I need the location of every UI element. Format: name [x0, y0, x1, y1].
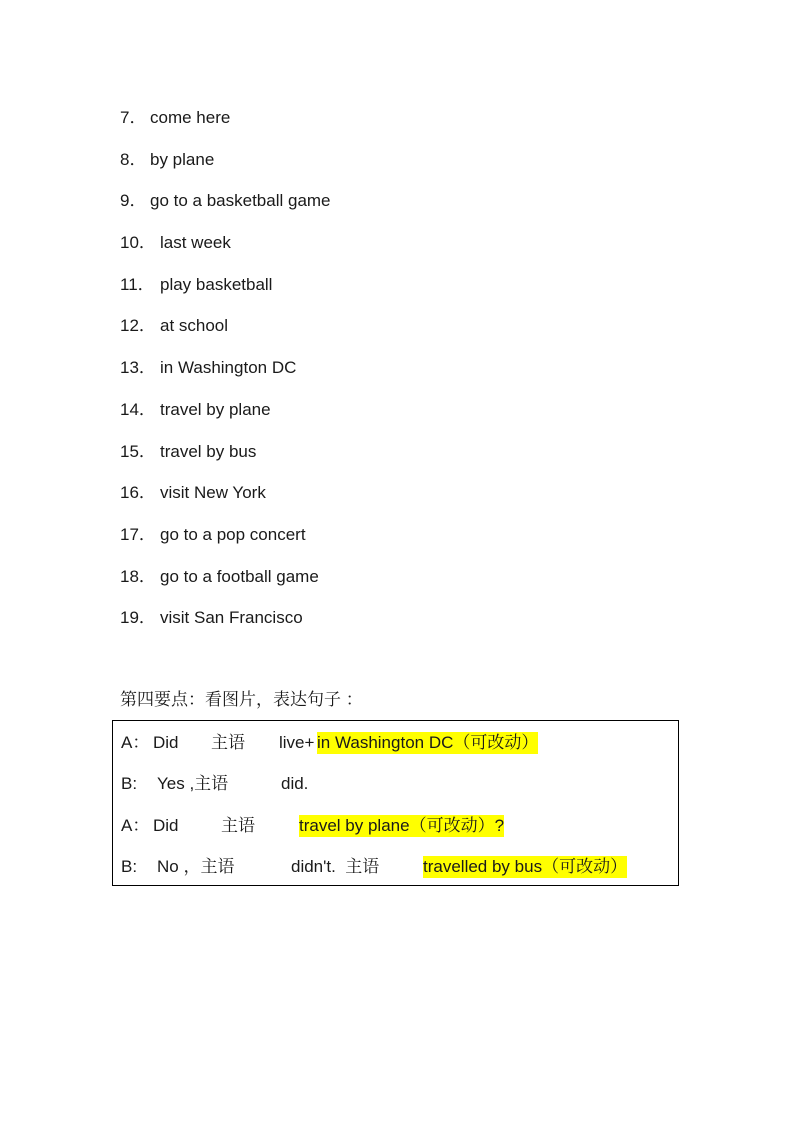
item-number: 10．	[120, 233, 156, 253]
highlighted-phrase: travelled by bus（可改动）	[423, 857, 628, 876]
list-item	[120, 189, 331, 231]
item-number: 8．	[120, 149, 147, 169]
verb-word: live+	[279, 733, 315, 752]
item-text: go to a pop concert	[160, 524, 306, 544]
dialog-line-1	[121, 732, 671, 754]
item-number: 11．	[120, 274, 155, 294]
list-item	[120, 606, 331, 648]
item-number: 9．	[120, 191, 147, 211]
answer-word: No ，主语	[157, 857, 235, 876]
did-word: did.	[281, 774, 309, 793]
list-item	[120, 231, 331, 273]
list-item	[120, 440, 331, 482]
list-item	[120, 273, 331, 315]
list-item	[120, 523, 331, 565]
subject-word: 主语	[211, 733, 245, 752]
item-text: in Washington DC	[160, 358, 297, 378]
dialog-line-2	[121, 773, 671, 795]
item-number: 17．	[120, 524, 156, 544]
phrase-list	[120, 106, 331, 648]
speaker-label: A：	[121, 733, 150, 752]
did-word: Did	[153, 733, 179, 752]
item-text: play basketball	[160, 274, 273, 294]
item-number: 16．	[120, 483, 156, 503]
list-item	[120, 481, 331, 523]
highlighted-phrase: in Washington DC（可改动）	[317, 733, 539, 752]
item-number: 14．	[120, 399, 156, 419]
item-number: 15．	[120, 441, 156, 461]
item-text: last week	[160, 233, 231, 253]
dialog-line-3	[121, 815, 671, 837]
highlighted-phrase: travel by plane（可改动）?	[299, 816, 505, 835]
item-number: 13．	[120, 358, 156, 378]
item-number: 12．	[120, 316, 156, 336]
didnt-word: didn't. 主语	[291, 857, 380, 876]
item-number: 19．	[120, 608, 156, 628]
section-heading: 第四要点：看图片，表达句子 ：	[120, 690, 363, 709]
item-text: travel by bus	[160, 441, 257, 461]
list-item	[120, 356, 331, 398]
item-text: at school	[160, 316, 229, 336]
list-item	[120, 148, 331, 190]
item-text: by plane	[150, 149, 215, 169]
item-text: visit San Francisco	[160, 608, 303, 628]
speaker-label: B:	[121, 857, 138, 876]
speaker-label: B:	[121, 774, 138, 793]
did-word: Did	[153, 816, 179, 835]
list-item	[120, 314, 331, 356]
item-number: 7．	[120, 108, 147, 127]
item-text: visit New York	[160, 483, 266, 503]
list-item	[120, 106, 331, 148]
list-item	[120, 565, 331, 607]
dialog-line-4	[121, 856, 671, 878]
item-text: go to a football game	[160, 566, 319, 586]
item-text: go to a basketball game	[150, 191, 331, 211]
answer-word: Yes ,主语	[157, 774, 229, 793]
subject-word: 主语	[221, 816, 255, 835]
item-text: come here	[150, 108, 231, 127]
item-number: 18．	[120, 566, 156, 586]
list-item	[120, 398, 331, 440]
speaker-label: A：	[121, 816, 150, 835]
item-text: travel by plane	[160, 399, 271, 419]
dialog-box	[112, 720, 679, 886]
